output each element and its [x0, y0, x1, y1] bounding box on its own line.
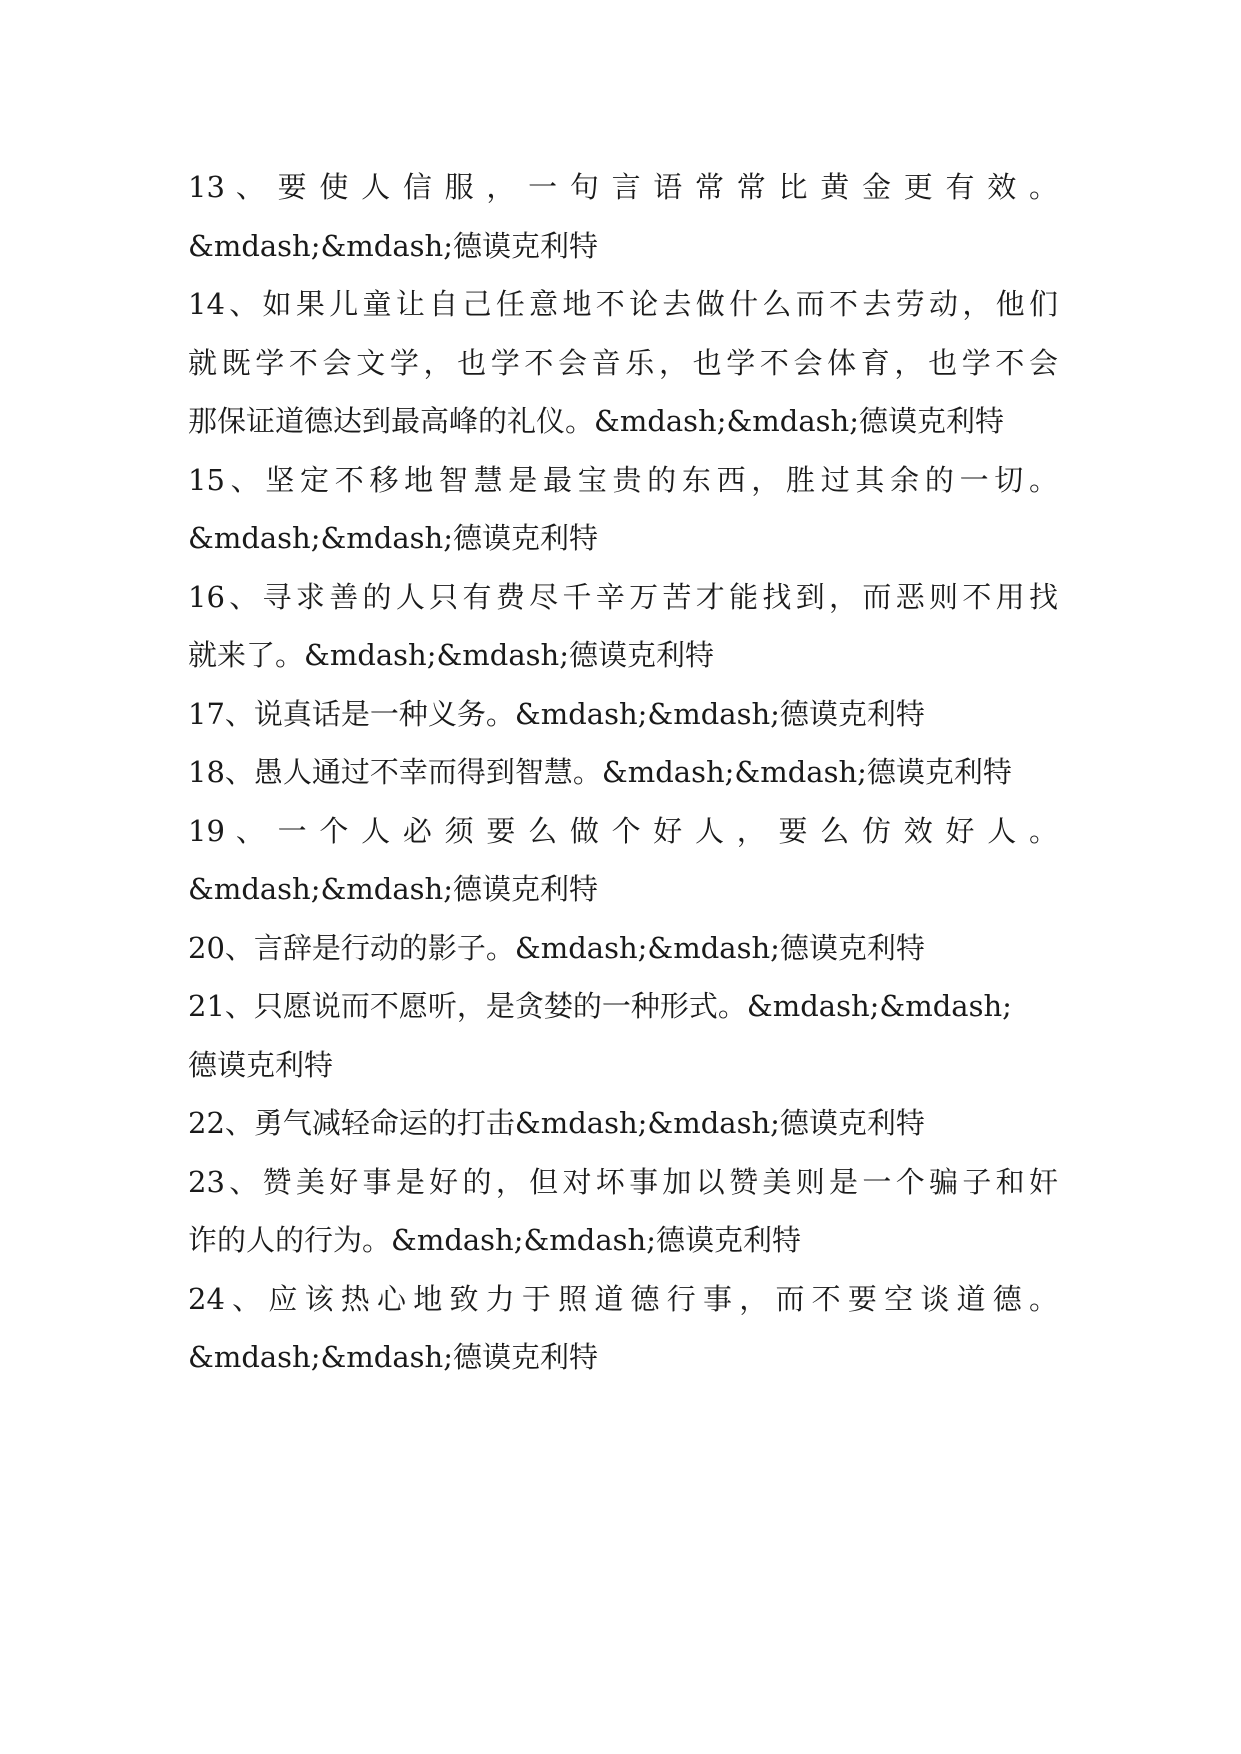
text-line: 18、愚人通过不幸而得到智慧。&mdash;&mdash;德谟克利特 [188, 755, 1012, 789]
text-line: 21、只愿说而不愿听，是贪婪的一种形式。&mdash;&mdash; [188, 989, 1012, 1023]
text-line: &mdash;&mdash;德谟克利特 [188, 228, 598, 263]
text-line: 14、如果儿童让自己任意地不论去做什么而不去劳动，他们 [188, 287, 1058, 321]
text-line: 就来了。&mdash;&mdash;德谟克利特 [188, 638, 714, 672]
text-line: 16、寻求善的人只有费尽千辛万苦才能找到，而恶则不用找 [188, 579, 1058, 614]
text-line: &mdash;&mdash;德谟克利特 [188, 1340, 598, 1374]
text-line: 就既学不会文学，也学不会音乐，也学不会体育，也学不会 [188, 345, 1058, 380]
text-line: 19 、 一 个 人 必 须 要 么 做 个 好 人 ， 要 么 仿 效 好 人 。 [188, 813, 1058, 848]
text-line: 那保证道德达到最高峰的礼仪。&mdash;&mdash;德谟克利特 [188, 404, 1004, 438]
text-line: 诈的人的行为。&mdash;&mdash;德谟克利特 [188, 1223, 801, 1257]
text-line: 22、勇气减轻命运的打击&mdash;&mdash;德谟克利特 [188, 1106, 925, 1140]
text-line: 15、坚定不移地智慧是最宝贵的东西，胜过其余的一切。 [188, 462, 1058, 497]
text-line: 13 、 要 使 人 信 服 ， 一 句 言 语 常 常 比 黄 金 更 有 效 。 [188, 170, 1058, 204]
text-line: &mdash;&mdash;德谟克利特 [188, 872, 598, 906]
document-body [188, 158, 1058, 1387]
text-line: 德谟克利特 [188, 1047, 334, 1082]
text-line: 20、言辞是行动的影子。&mdash;&mdash;德谟克利特 [188, 930, 925, 965]
text-line: 24、应该热心地致力于照道德行事，而不要空谈道德。 [188, 1281, 1058, 1316]
text-line: &mdash;&mdash;德谟克利特 [188, 521, 598, 555]
text-line: 23、赞美好事是好的，但对坏事加以赞美则是一个骗子和奸 [188, 1164, 1058, 1199]
text-line: 17、说真话是一种义务。&mdash;&mdash;德谟克利特 [188, 696, 925, 731]
